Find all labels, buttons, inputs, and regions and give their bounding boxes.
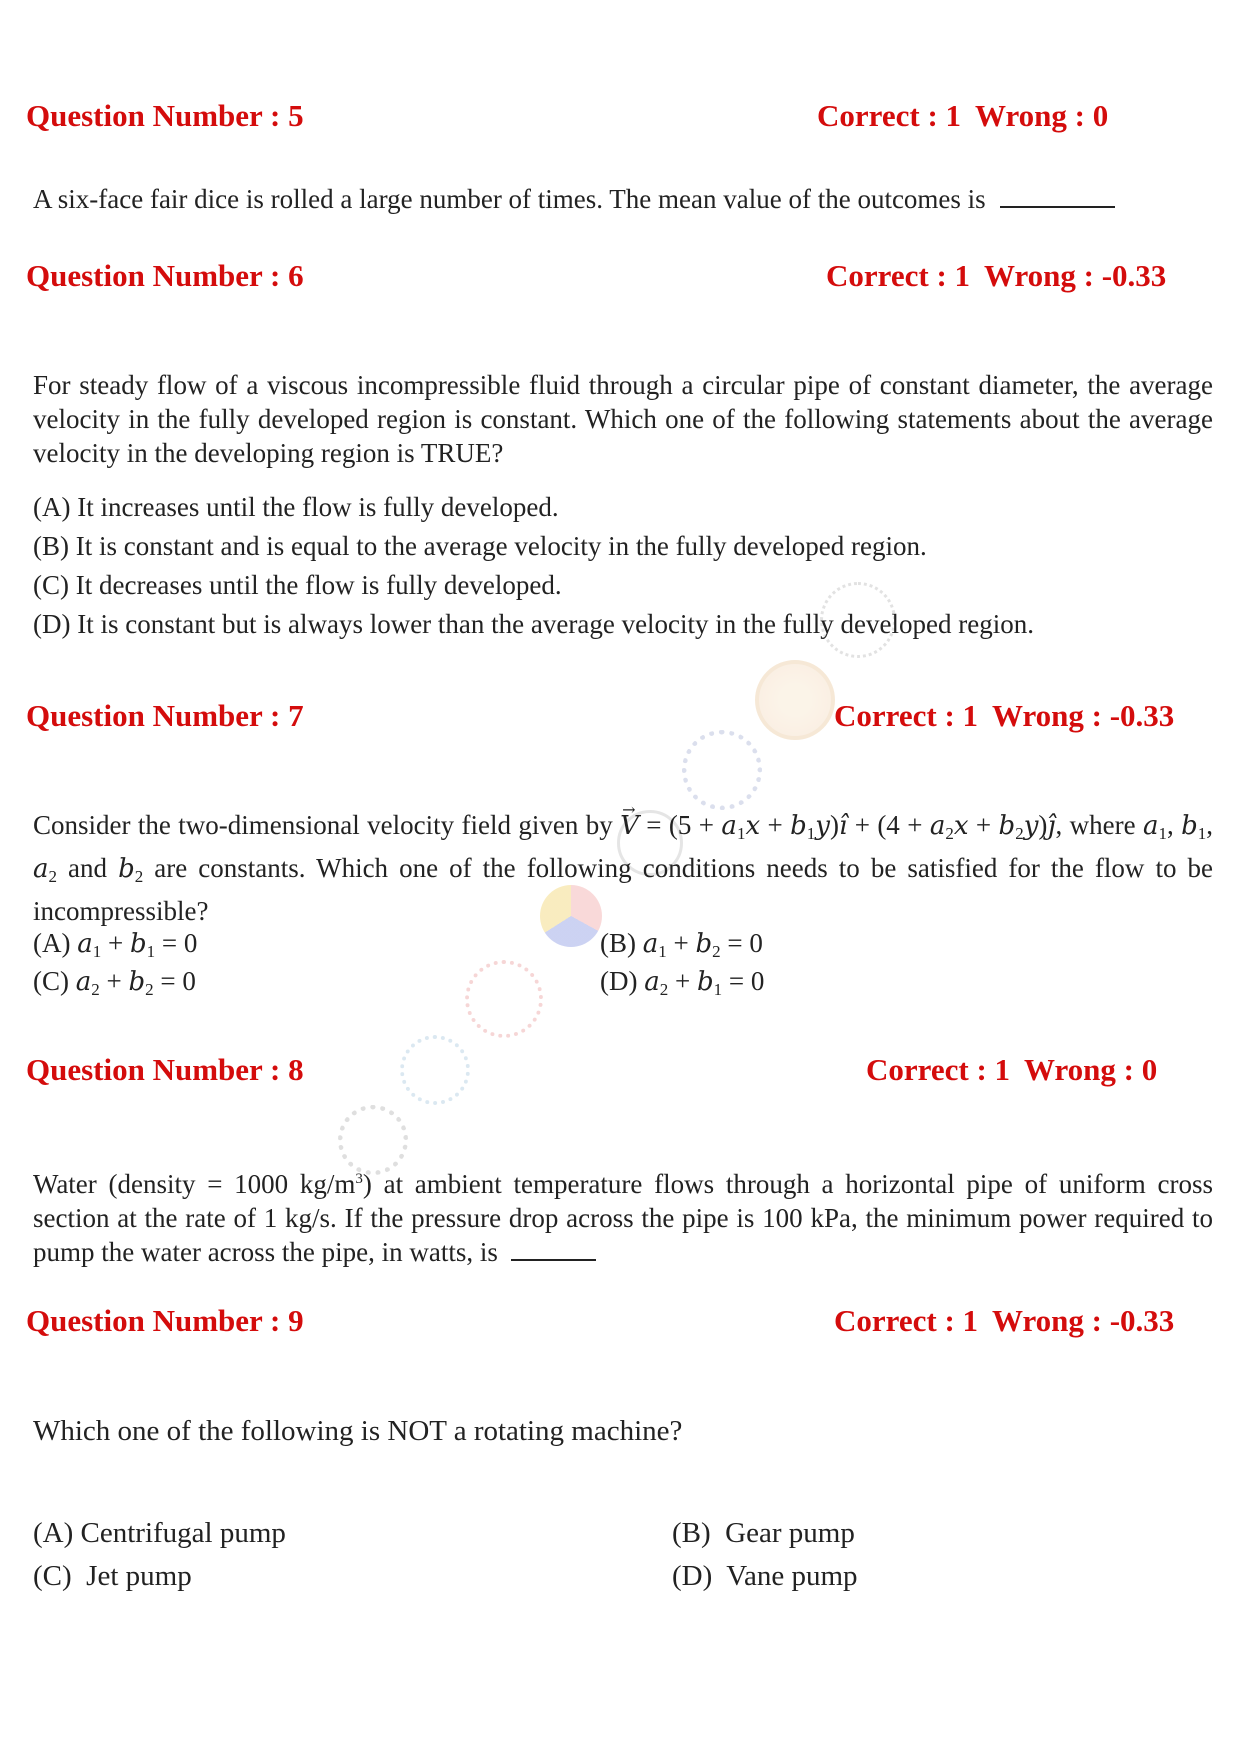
question-text: Water (density = 1000 $kg/m^3$) at ambient temperature flows through a horizontal pipe of uniform cross section at the rate of 1 kg/s. If the pressure drop across the pipe is 100 kPa, the minimum power required to pump the water across the pipe, in watts, is: [33, 1169, 1214, 1267]
correct-marks: Correct : 1: [817, 98, 962, 133]
marking-scheme: [817, 98, 1108, 134]
option-b: (B) It is constant and is equal to the average velocity in the fully developed region.: [33, 531, 927, 561]
question-number-heading: Question Number : 5: [26, 98, 304, 133]
watermark-logo-iitm: [400, 1035, 470, 1105]
correct-marks: Correct : 1: [826, 258, 971, 293]
watermark-logo-iitb: [755, 660, 835, 740]
wrong-marks: Wrong : 0: [975, 98, 1109, 133]
question-text: A six-face fair dice is rolled a large number of times. The mean value of the outcomes is: [33, 182, 1213, 216]
question-text: For steady flow of a viscous incompressible fluid through a circular pipe of constant diameter, the average velocity in the fully developed region is constant. Which one of the following statements about the average velocity in the developing region is TRUE?: [33, 370, 1213, 468]
option-c: (C) $a_2 + b_2 = 0$: [33, 966, 196, 999]
correct-marks: Correct : 1: [834, 698, 979, 733]
option-a: (A) $a_1 + b_1 = 0$: [33, 928, 198, 961]
marking-scheme: [834, 698, 1174, 734]
wrong-marks: Wrong : 0: [1024, 1052, 1158, 1087]
option-b: (B) Gear pump: [672, 1517, 855, 1549]
wrong-marks: Wrong : -0.33: [992, 698, 1175, 733]
option-a: (A) It increases until the flow is fully developed.: [33, 492, 559, 522]
option-d: (D) $a_2 + b_1 = 0$: [600, 966, 765, 999]
question-number-heading: Question Number : 6: [26, 258, 304, 293]
watermark-logo-iitkgp: [682, 730, 762, 810]
velocity-equation: → $V = (5 + a_1x$ + $b_1y)î + (4 + a_2x$ + $b_2y)ĵ$,: [620, 810, 1062, 840]
question-number-heading: Question Number : 7: [26, 698, 304, 733]
marking-scheme: [866, 1052, 1157, 1088]
option-a: (A) Centrifugal pump: [33, 1517, 286, 1549]
question-number-heading: Question Number : 8: [26, 1052, 304, 1087]
correct-marks: Correct : 1: [866, 1052, 1011, 1087]
option-c: (C) It decreases until the flow is fully developed.: [33, 570, 562, 600]
option-d: (D) Vane pump: [672, 1560, 858, 1592]
answer-blank: [511, 1258, 596, 1261]
question-text: Consider the two-dimensional velocity field given by → $V = (5 + a_1x$ + $b_1y)î + (4 + a_2x$ + $b_2y)ĵ$, where $a_1$, $b_1$, $a_2$ and $b_2$ are constants. Which one of the following conditions needs to be satisfied for the flow to be incompressible?: [33, 808, 1213, 928]
option-b: (B) $a_1 + b_2 = 0$: [600, 928, 763, 961]
option-c: (C) Jet pump: [33, 1560, 192, 1592]
answer-blank: [1000, 205, 1115, 208]
option-d: (D) It is constant but is always lower than the average velocity in the fully developed region.: [33, 609, 1034, 639]
wrong-marks: Wrong : -0.33: [984, 258, 1167, 293]
question-number-heading: Question Number : 9: [26, 1303, 304, 1338]
marking-scheme: [834, 1303, 1174, 1339]
question-text: Which one of the following is NOT a rotating machine?: [33, 1415, 683, 1447]
correct-marks: Correct : 1: [834, 1303, 979, 1338]
wrong-marks: Wrong : -0.33: [992, 1303, 1175, 1338]
marking-scheme: [826, 258, 1166, 294]
watermark-logo-iitr: [465, 960, 543, 1038]
